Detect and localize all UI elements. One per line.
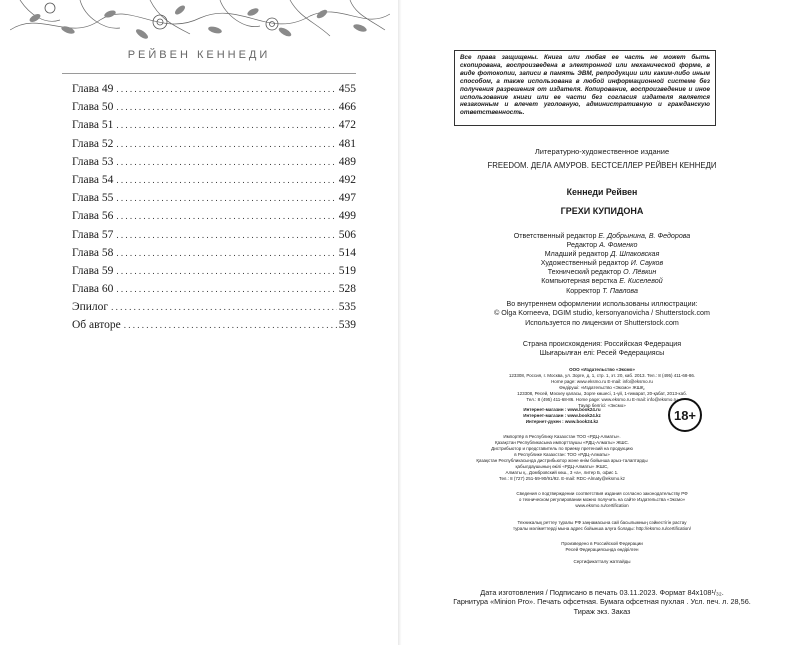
toc-leader-dots (116, 171, 336, 189)
certification-line: www.eksmo.ru/certification (575, 503, 629, 508)
distributor-line: Импортёр в Республику Казахстан ТОО «РДЦ-Алматы». (503, 434, 621, 439)
toc-entry-page: 506 (338, 228, 356, 241)
toc-entry-label: Глава 58 (72, 246, 114, 259)
toc-entry (72, 316, 356, 334)
certification-line: о техническом регулировании можно получить на сайте Издательства «Эксмо» (518, 497, 686, 502)
toc-entry-page: 499 (338, 210, 356, 223)
toc-entry-label: Глава 49 (72, 83, 114, 95)
illustration-line: Используется по лицензии от Shutterstock.com (525, 318, 679, 327)
distributor-line: Алматы қ., Домбровский көш., 3 «а», литер Б, офис 1. (505, 470, 619, 475)
toc-entry (72, 207, 356, 225)
credit-line (404, 277, 800, 286)
manufacturing-line: Ресей Федерациясында өндірілген (565, 547, 639, 552)
toc-entry-label: Глава 56 (72, 210, 114, 223)
credit-name: О. Лёвкин (623, 268, 657, 277)
credit-name: А. Фоменко (599, 241, 638, 250)
illustration-credits (404, 300, 800, 328)
publisher-line: Өндіруші: «Издательство «Эксмо» ЖШҚ, (559, 385, 645, 390)
imprint-line: Тираж экз. Заказ (573, 606, 631, 616)
toc-entry-label: Глава 55 (72, 192, 114, 205)
toc-entry-label: Глава 53 (72, 155, 114, 168)
toc-entry (72, 226, 356, 244)
shop-line: Интернет-магазин : www.book24.kz (523, 413, 601, 418)
credit-line (404, 250, 800, 259)
credit-role: Компьютерная верстка (541, 277, 618, 286)
toc-entry-page: 497 (338, 192, 356, 205)
distributor-line: Тел.: 8 (727) 251-59-90/91/92. E-mail: RDC-Almaty@eksmo.kz (498, 476, 626, 481)
toc-leader-dots (116, 153, 336, 171)
toc-leader-dots (116, 98, 336, 116)
toc-entry (72, 116, 356, 134)
distributor-line: в Республике Казахстан: ТОО «РДЦ-Алматы» (514, 452, 610, 457)
toc-entry (72, 135, 356, 153)
toc-entry-page: 466 (338, 101, 356, 114)
toc-entry-label: Глава 59 (72, 264, 114, 277)
left-page (0, 0, 398, 645)
toc-entry (72, 298, 356, 316)
toc-entry (72, 280, 356, 298)
distributor-line: Дистрибьютор и представитель по приему претензий на продукцию (491, 446, 633, 451)
toc-entry-label: Глава 52 (72, 137, 114, 150)
toc-leader-dots (116, 189, 336, 207)
toc-leader-dots (116, 80, 336, 98)
toc-entry (72, 171, 356, 189)
running-head: РЕЙВЕН КЕННЕДИ (127, 49, 271, 61)
toc-entry-page: 492 (338, 173, 356, 186)
credit-role: Редактор (566, 241, 598, 250)
toc-entry-page: 455 (338, 83, 356, 95)
toc-entry-page: 489 (338, 155, 356, 168)
publisher-line: Тел.: 8 (495) 411-68-86. Home page: www.eksmo.ru E-mail: info@eksmo.ru (526, 397, 678, 402)
toc-entry (72, 80, 356, 98)
author-name: Кеннеди Рейвен (566, 187, 638, 197)
toc-leader-dots (116, 207, 336, 225)
credit-line (404, 259, 800, 268)
credit-name: Д. Шпаковская (610, 250, 660, 259)
technical-regulation-info (404, 520, 800, 532)
country-of-origin (404, 340, 800, 359)
book-title: ГРЕХИ КУПИДОНА (560, 206, 644, 216)
credit-line (404, 232, 800, 241)
toc-entry-label: Об авторе (72, 319, 121, 332)
toc-entry (72, 98, 356, 116)
toc-entry-page: 514 (338, 246, 356, 259)
toc-entry (72, 153, 356, 171)
toc-entry-page: 539 (338, 319, 356, 332)
floral-ornament (10, 0, 390, 46)
distributor-info (364, 434, 760, 482)
toc-entry-label: Глава 57 (72, 228, 114, 241)
toc-leader-dots (116, 135, 336, 153)
print-imprint (404, 588, 800, 616)
right-page (404, 0, 800, 645)
publisher-line: 123308, Россия, г. Москва, ул. Зорге, д. 1, стр. 1, эт. 20, каб. 2013. Тел.: 8 (495) 411-68-86. (508, 373, 696, 378)
credit-role: Ответственный редактор (513, 232, 597, 240)
manufacturing-line: Сертификатталу жатпайды (573, 559, 631, 564)
shop-line: Интернет-дүкен : www.book24.kz (525, 419, 599, 424)
toc-entry-page: 472 (338, 119, 356, 132)
credit-role: Технический редактор (547, 268, 622, 277)
credit-role: Художественный редактор (540, 259, 629, 268)
country-line: Страна происхождения: Российская Федерация (522, 340, 682, 348)
toc-entry-label: Глава 60 (72, 283, 114, 296)
publisher-line: Тауар белгісі: «Эксмо» (578, 403, 626, 408)
imprint-line: Дата изготовления / Подписано в печать 03.11.2023. Формат 84x108¹/₃₂. (480, 588, 724, 597)
credit-name: Т. Павлова (602, 286, 638, 295)
toc-leader-dots (116, 244, 336, 262)
manufacturing-line: Произведено в Российской Федерации (561, 541, 643, 546)
toc-leader-dots (116, 280, 336, 298)
series-name: FREEDOM. ДЕЛА АМУРОВ. БЕСТСЕЛЛЕР РЕЙВЕН КЕННЕДИ (487, 161, 717, 170)
toc-entry-page: 528 (338, 283, 356, 296)
illustration-line: Во внутреннем оформлении использованы иллюстрации: (506, 300, 698, 308)
shop-line: Интернет-магазин : www.book24.ru (523, 407, 601, 412)
publisher-line: Home page: www.eksmo.ru E-mail: info@eksmo.ru (551, 379, 653, 384)
credit-role: Корректор (566, 286, 601, 295)
certification-line: Сведения о подтверждении соответствия издания согласно законодательству РФ (516, 491, 688, 496)
toc-entry (72, 189, 356, 207)
credit-name: Е. Добрынина, В. Федорова (598, 232, 691, 240)
toc-entry-page: 519 (338, 264, 356, 277)
editorial-credits (404, 232, 800, 296)
credit-name: И. Сауков (630, 259, 664, 268)
certification-info (404, 491, 800, 509)
toc-entry-page: 535 (338, 301, 356, 314)
credit-role: Младший редактор (544, 250, 609, 259)
edition-type: Литературно-художественное издание (534, 147, 670, 156)
country-line: Шығарылған елі: Ресей Федерациясы (539, 349, 665, 358)
header-rule (62, 73, 356, 74)
toc-leader-dots (111, 298, 337, 316)
tech-line: Техникалық реттеу туралы РФ заңнамасына сай басылымның сәйкестігін растау (517, 520, 687, 525)
manufacturing-info (404, 541, 800, 565)
imprint-line: Гарнитура «Minion Pro». Печать офсетная. Бумага офсетная пухлая . Усл. печ. л. 28,56. (453, 597, 751, 607)
credit-name: Е. Киселевой (619, 277, 663, 286)
toc-entry (72, 262, 356, 280)
toc-entry-label: Глава 54 (72, 173, 114, 186)
credit-line (404, 268, 800, 277)
toc-entry (72, 244, 356, 262)
toc-leader-dots (124, 316, 337, 334)
illustration-line: © Olga Korneeva, DGIM studio, kersonyanovicha / Shutterstock.com (494, 309, 710, 318)
toc-entry-label: Глава 50 (72, 101, 114, 114)
tech-line: туралы мәліметтерді мына адрес бойынша алуға болады: http://eksmo.ru/certification/ (512, 526, 692, 531)
toc-entry-label: Эпилог (72, 301, 109, 314)
credit-line (404, 241, 800, 250)
toc-leader-dots (116, 262, 336, 280)
distributor-line: Қазақстан Республикасына импорттаушы «РДЦ-Алматы» ЖШС. (494, 440, 630, 445)
distributor-line: қабылдаушының өкілі «РДЦ-Алматы» ЖШС, (515, 464, 609, 469)
table-of-contents (72, 80, 356, 335)
toc-leader-dots (116, 116, 336, 134)
publisher-line: 123308, Ресей, Мәскеу қаласы, Зорге көшесі, 1-үй, 1-ғимарат, 20-қабат, 2013-каб. (517, 391, 687, 396)
publisher-info (404, 367, 800, 409)
age-rating-badge: 18+ (668, 398, 702, 432)
toc-leader-dots (116, 226, 336, 244)
credit-line (404, 287, 800, 296)
toc-entry-page: 481 (338, 137, 356, 150)
distributor-line: Қазақстан Республикасында дистрибьютор және өнім бойынша арыз-талаптарды (476, 458, 648, 463)
publisher-line: ООО «Издательство «Эксмо» (569, 367, 635, 372)
rights-notice: Все права защищены. Книга или любая ее часть не может быть скопирована, воспроизведена в электронной или механической форме, в виде фотокопии, записи в память ЭВМ, репродукции или каким-либо иным способом, а также использована в любой информационной системе без получения разрешения от издателя. Копирование, воспроизведение и иное использование книги или ее части без согласия издателя является незаконным и влечет уголовную, административную и гражданскую ответственность. (454, 50, 716, 126)
toc-entry-label: Глава 51 (72, 119, 114, 132)
